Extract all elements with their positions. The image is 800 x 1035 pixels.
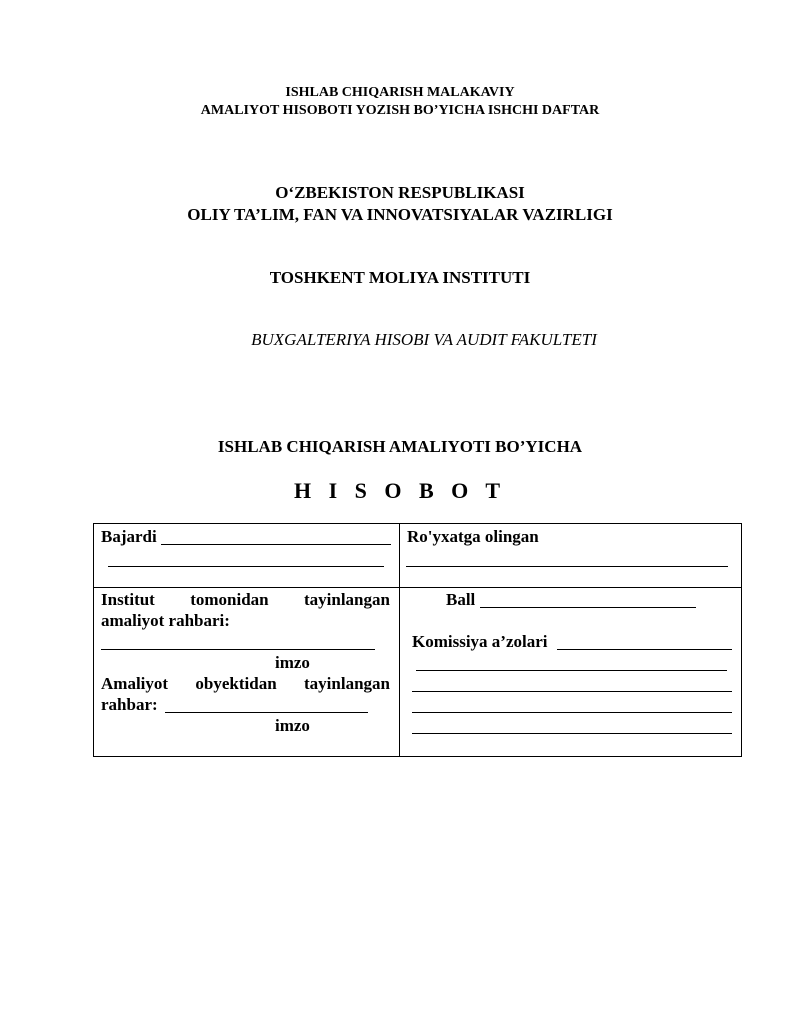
- registered-blank-line[interactable]: [406, 566, 728, 567]
- commission-blank-line-2[interactable]: [416, 670, 727, 671]
- signature-table: [93, 523, 742, 757]
- performed-blank-line-2[interactable]: [108, 566, 384, 567]
- report-title: H I S O B O T: [293, 478, 507, 503]
- inst-supervisor-line-1: [101, 590, 390, 610]
- header-line-1: ISHLAB CHIQARISH MALAKAVIY: [285, 85, 515, 100]
- commission-blank-line-5[interactable]: [412, 733, 732, 734]
- ministry-line-1: O‘ZBEKISTON RESPUBLIKASI: [275, 183, 525, 202]
- performed-blank-line[interactable]: [161, 544, 391, 545]
- performed-cell: [94, 524, 399, 587]
- ministry-line-2: OLIY TA’LIM, FAN VA INNOVATSIYALAR VAZIRLIGI: [187, 205, 613, 224]
- header-line-2: AMALIYOT HISOBOTI YOZISH BO’YICHA ISHCHI DAFTAR: [200, 103, 600, 118]
- commission-blank-line-1[interactable]: [557, 649, 732, 650]
- commission-blank-line-4[interactable]: [412, 712, 732, 713]
- inst-supervisor-line-2: amaliyot rahbari:: [101, 611, 230, 630]
- obj-signature-label: imzo: [275, 716, 310, 735]
- obj-supervisor-line-1: [101, 674, 390, 694]
- score-blank-line[interactable]: [480, 607, 696, 608]
- inst-signature-line[interactable]: [101, 649, 375, 650]
- obj-signature-line[interactable]: [165, 712, 368, 713]
- inst-word-3: tayinlangan: [304, 590, 390, 609]
- inst-signature-label: imzo: [275, 653, 310, 672]
- obj-word-2: obyektidan: [195, 674, 277, 693]
- performed-label: Bajardi: [101, 527, 157, 546]
- institute-name: TOSHKENT MOLIYA INSTITUTI: [269, 268, 531, 287]
- registered-label: Ro'yxatga olingan: [407, 527, 539, 546]
- commission-cell: [400, 588, 741, 756]
- obj-word-3: tayinlangan: [304, 674, 390, 693]
- commission-label: Komissiya a’zolari: [412, 632, 548, 651]
- faculty-name: BUXGALTERIYA HISOBI VA AUDIT FAKULTETI: [251, 330, 597, 349]
- obj-supervisor-line-2: rahbar:: [101, 695, 158, 714]
- inst-word-2: tomonidan: [190, 590, 269, 609]
- inst-word-1: Institut: [101, 590, 155, 609]
- score-label: Ball: [446, 590, 476, 609]
- registered-cell: [400, 524, 741, 587]
- commission-blank-line-3[interactable]: [412, 691, 732, 692]
- supervisors-cell: [94, 588, 399, 756]
- practice-title: ISHLAB CHIQARISH AMALIYOTI BO’YICHA: [217, 437, 583, 456]
- obj-word-1: Amaliyot: [101, 674, 169, 693]
